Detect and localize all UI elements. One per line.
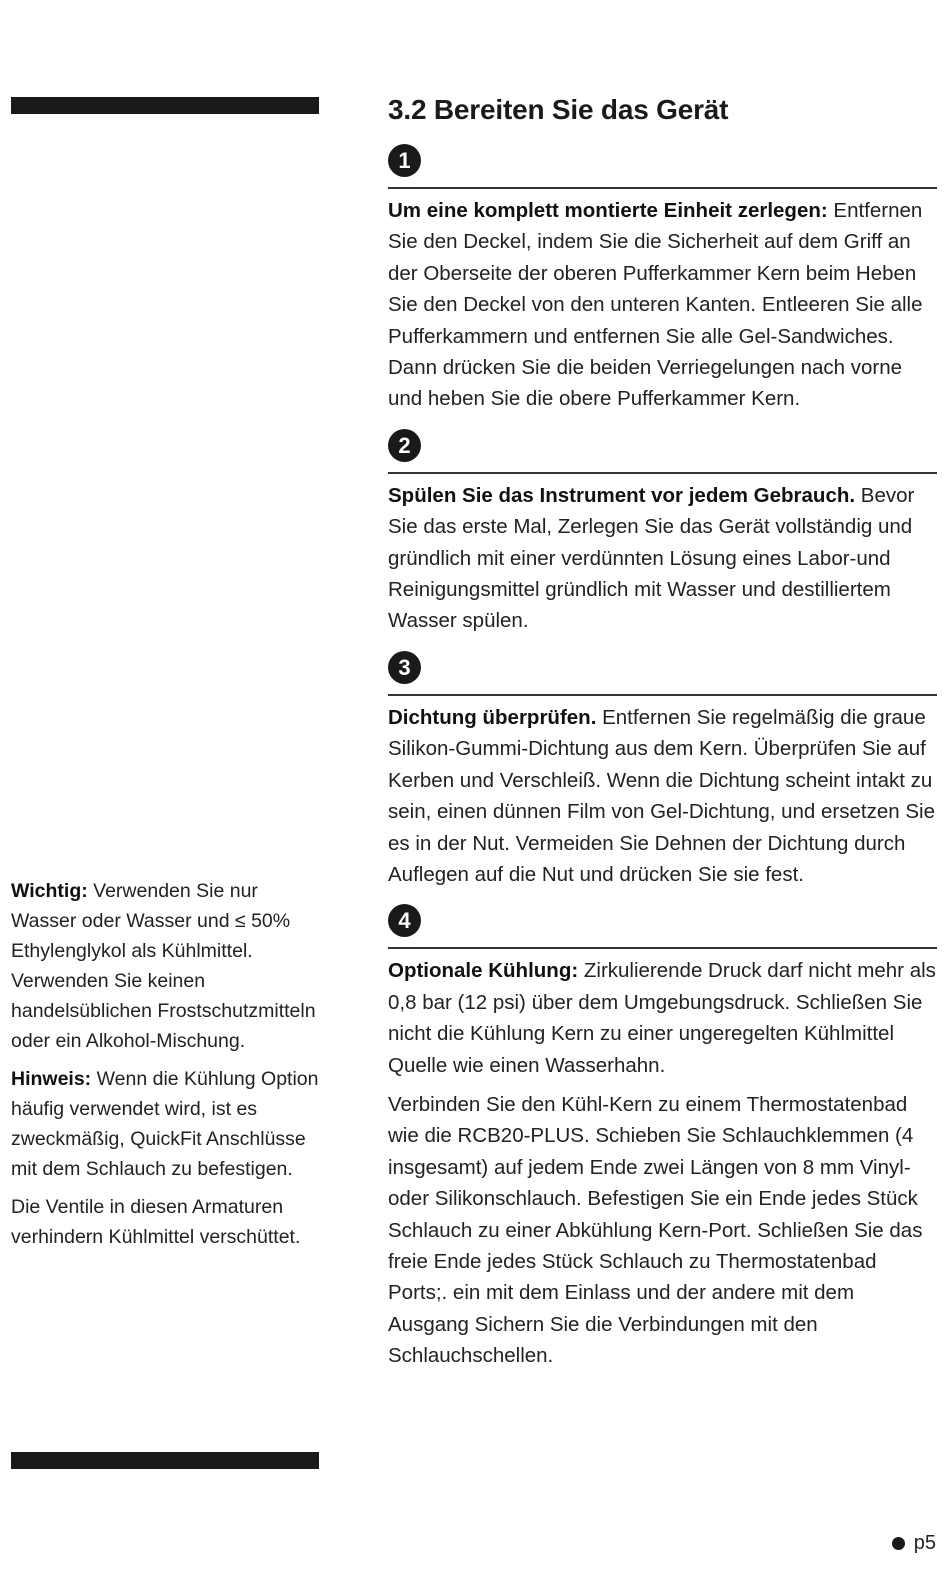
step-1 — [388, 144, 936, 415]
page-number: p5 — [913, 1532, 936, 1554]
note-hint-text: Wenn die Kühlung Option häufig verwendet wird, ist es zweckmäßig, QuickFit Anschlüsse mit dem Schlauch zu befestigen. — [11, 1068, 319, 1180]
note-important-label: Wichtig: — [11, 880, 88, 902]
step-divider — [388, 694, 937, 696]
section-title: 3.2 Bereiten Sie das Gerät — [388, 94, 729, 125]
step-text: Zirkulierende Druck darf nicht mehr als 0,8 bar (12 psi) über dem Umgebungsdruck. Schließen Sie nicht die Kühlung Kern zu einer ungeregelten Kühlmittel Quelle wie einen Wasserhahn. — [388, 959, 936, 1077]
step-lead: Optionale Kühlung: — [388, 959, 579, 983]
step-paragraph — [388, 702, 936, 890]
step-text: Verbinden Sie den Kühl-Kern zu einem Thermostatenbad wie die RCB20-PLUS. Schieben Sie Schlauchklemmen (4 insgesamt) auf jedem Ende zwei Längen von 8 mm Vinyl-oder Silikonschlauch. Befestigen Sie ein Ende jedes Stück Schlauch zu einer Abkühlung Kern-Port. Schließen Sie das freie Ende jedes Stück Schlauch zu Thermostatenbad Ports;. ein mit dem Einlass und der andere mit dem Ausgang Sichern Sie die Verbindungen mit den Schlauchschellen. — [388, 1092, 923, 1368]
step-lead: Um eine komplett montierte Einheit zerlegen: — [388, 199, 828, 222]
step-text: Entfernen Sie den Deckel, indem Sie die Sicherheit auf dem Griff an der Oberseite der oberen Pufferkammer Kern beim Heben Sie den Deckel von den unteren Kanten. Entleeren Sie alle Pufferkammern und entfernen Sie alle Gel-Sandwiches. Dann drücken Sie die beiden Verriegelungen nach vorne und heben Sie die obere Pufferkammer Kern. — [388, 199, 923, 411]
step-number-badge: 3 — [388, 651, 421, 684]
step-4 — [388, 904, 936, 1371]
step-lead: Spülen Sie das Instrument vor jedem Gebrauch. — [388, 483, 856, 507]
step-number-badge: 1 — [388, 144, 421, 177]
sidebar-notes — [11, 876, 321, 1260]
step-number-badge: 4 — [388, 904, 421, 937]
step-paragraph — [388, 480, 936, 637]
step-paragraph — [388, 195, 936, 415]
note-valves — [11, 1192, 321, 1252]
step-number-badge: 2 — [388, 429, 421, 462]
step-divider — [388, 472, 937, 474]
step-text: Bevor Sie das erste Mal, Zerlegen Sie das Gerät vollständig und gründlich mit einer verdünnten Lösung eines Labor-und Reinigungsmittel gründlich mit Wasser und destilliertem Wasser spülen. — [388, 483, 915, 633]
step-divider — [388, 187, 937, 189]
sidebar-bottom-bar — [11, 1452, 319, 1469]
note-important-text: Verwenden Sie nur Wasser oder Wasser und ≤ 50% Ethylenglykol als Kühlmittel. Verwenden Sie keinen handelsüblichen Frostschutzmitteln oder ein Alkohol-Mischung. — [11, 880, 316, 1052]
note-hint-label: Hinweis: — [11, 1068, 92, 1090]
step-paragraph — [388, 955, 936, 1081]
note-hint — [11, 1064, 321, 1184]
page-footer — [892, 1528, 936, 1558]
sidebar-top-bar — [11, 97, 319, 114]
step-lead: Dichtung überprüfen. — [388, 705, 597, 729]
step-text: Entfernen Sie regelmäßig die graue Silikon-Gummi-Dichtung aus dem Kern. Überprüfen Sie auf Kerben und Verschleiß. Wenn die Dichtung scheint intakt zu sein, einen dünnen Film von Gel-Dichtung, und ersetzen Sie es in der Nut. Vermeiden Sie Dehnen der Dichtung durch Auflegen auf die Nut und drücken Sie sie fest. — [388, 705, 935, 886]
step-2 — [388, 429, 936, 637]
step-divider — [388, 947, 937, 949]
step-3 — [388, 651, 936, 890]
bullet-icon — [892, 1537, 905, 1550]
note-valves-text: Die Ventile in diesen Armaturen verhindern Kühlmittel verschüttet. — [11, 1196, 301, 1248]
note-important — [11, 876, 321, 1056]
step-paragraph — [388, 1089, 936, 1372]
main-content — [388, 90, 936, 1386]
